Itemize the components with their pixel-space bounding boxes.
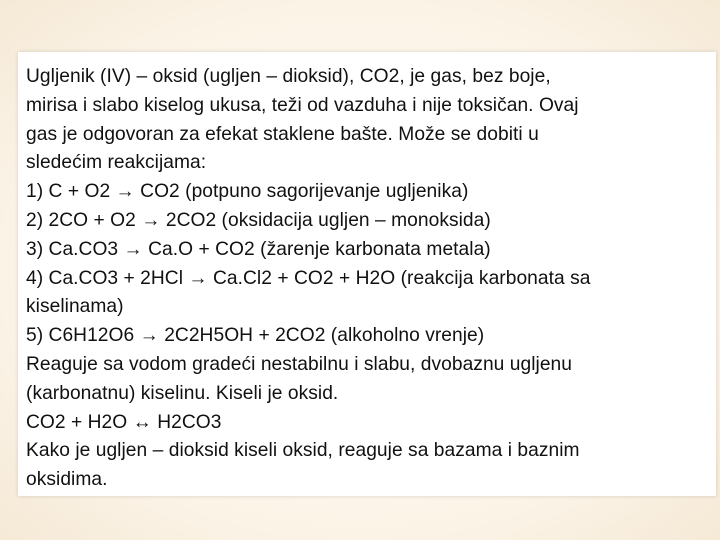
text-line: Ugljenik (IV) – oksid (ugljen – dioksid), CO2, je gas, bez boje, — [26, 66, 551, 87]
reaction-line-4: 4) Ca.CO3 + 2HCl → Ca.Cl2 + CO2 + H2O (reakcija karbonata sa — [26, 267, 591, 289]
reaction-line-5: 5) C6H12O6 → 2C2H5OH + 2CO2 (alkoholno vrenje) — [26, 325, 485, 347]
reaction-line-1: 1) C + O2 → CO2 (potpuno sagorijevanje ugljenika) — [26, 181, 469, 203]
reaction-line-3: 3) Ca.CO3 → Ca.O + CO2 (žarenje karbonata metala) — [26, 238, 491, 260]
text-line: gas je odgovoran za efekat staklene bašte. Može se dobiti u — [26, 123, 539, 145]
slide-text — [26, 63, 716, 495]
text-line: Kako je ugljen – dioksid kiseli oksid, reaguje sa bazama i baznim — [26, 440, 580, 462]
equation-line: CO2 + H2O ↔ H2CO3 — [26, 411, 222, 433]
reaction-line-2: 2) 2CO + O2 → 2CO2 (oksidacija ugljen – monoksida) — [26, 209, 491, 231]
text-line: kiselinama) — [26, 296, 124, 318]
text-line: oksidima. — [26, 469, 108, 491]
text-line: sledećim reakcijama: — [26, 152, 207, 174]
text-line: (karbonatnu) kiselinu. Kiseli je oksid. — [26, 382, 339, 404]
text-line: mirisa i slabo kiselog ukusa, teži od vazduha i nije toksičan. Ovaj — [26, 94, 579, 116]
text-line: Reaguje sa vodom gradeći nestabilnu i slabu, dvobaznu ugljenu — [26, 353, 572, 375]
